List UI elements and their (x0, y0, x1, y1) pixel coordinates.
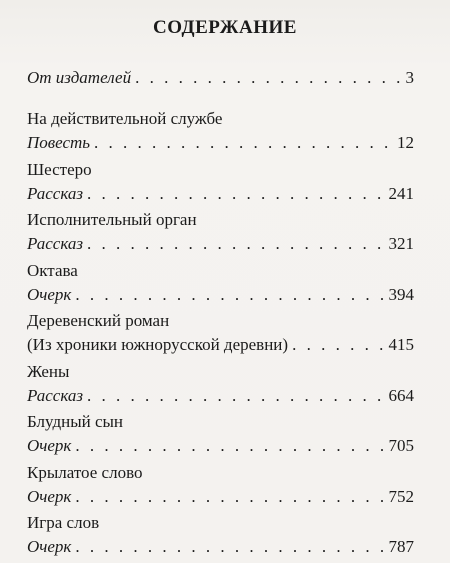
toc-entry (27, 360, 414, 408)
dot-leader (87, 182, 385, 206)
toc-entry-title: Шестеро (27, 160, 92, 179)
toc-entry-line (27, 333, 414, 357)
toc-entry-title: Блудный сын (27, 412, 124, 431)
toc-entry-title: На действительной службе (27, 109, 223, 128)
toc-entry-subtitle: (Из хроники южнорусской деревни) (27, 335, 289, 354)
toc-entry (27, 259, 414, 307)
toc-entry-line (27, 131, 414, 155)
toc-entry-subtitle: Рассказ (27, 184, 83, 203)
toc-entry (27, 410, 414, 458)
toc-entry-line (27, 232, 414, 256)
toc-entry-title: Исполнительный орган (27, 210, 197, 229)
contents-title: СОДЕРЖАНИЕ (153, 17, 297, 38)
toc-entry-page: 415 (388, 335, 414, 354)
toc-entry (27, 309, 414, 357)
toc-entry-page: 752 (388, 487, 414, 506)
dot-leader (94, 131, 393, 155)
toc-entry-page: 664 (388, 386, 414, 405)
dot-leader (135, 66, 401, 90)
toc-entry (27, 66, 414, 90)
toc-entry-title: Жены (27, 362, 70, 381)
toc-entry-subtitle: Очерк (27, 537, 72, 556)
toc-entry-title: Игра слов (27, 513, 100, 532)
dot-leader (75, 535, 384, 559)
toc-entry-subtitle: Очерк (27, 487, 72, 506)
toc-entry-title: Октава (27, 261, 78, 280)
toc-entry-line (27, 485, 414, 509)
toc-entry-line (27, 66, 414, 90)
toc-entry-page: 3 (405, 68, 414, 87)
toc-entry-subtitle: Очерк (27, 436, 72, 455)
toc-entry-line (27, 283, 414, 307)
toc-entry (27, 511, 414, 559)
toc-entry-page: 241 (388, 184, 414, 203)
dot-leader (87, 232, 385, 256)
toc-entry-page: 787 (388, 537, 414, 556)
toc-entry-subtitle: Очерк (27, 285, 72, 304)
toc-entry-line (27, 182, 414, 206)
toc-entry (27, 208, 414, 256)
toc-entry-subtitle: Рассказ (27, 386, 83, 405)
toc-entry (27, 461, 414, 509)
dot-leader (75, 485, 384, 509)
toc-entry-line (27, 434, 414, 458)
toc-entry-subtitle: Повесть (27, 133, 91, 152)
dot-leader (75, 283, 384, 307)
toc-entry-line (27, 384, 414, 408)
toc-entry-subtitle: Рассказ (27, 234, 83, 253)
toc-entry (27, 158, 414, 206)
dot-leader (292, 333, 384, 357)
toc-entry-page: 705 (388, 436, 414, 455)
dot-leader (87, 384, 385, 408)
toc-entry-title: Деревенский роман (27, 311, 170, 330)
toc-entry-page: 321 (388, 234, 414, 253)
toc-entry (27, 107, 414, 155)
toc-entry-line (27, 535, 414, 559)
dot-leader (75, 434, 384, 458)
toc-entry-title: Крылатое слово (27, 463, 143, 482)
toc-entry-page: 12 (397, 133, 414, 152)
toc-entry-subtitle: От издателей (27, 68, 132, 87)
toc-entry-page: 394 (388, 285, 414, 304)
